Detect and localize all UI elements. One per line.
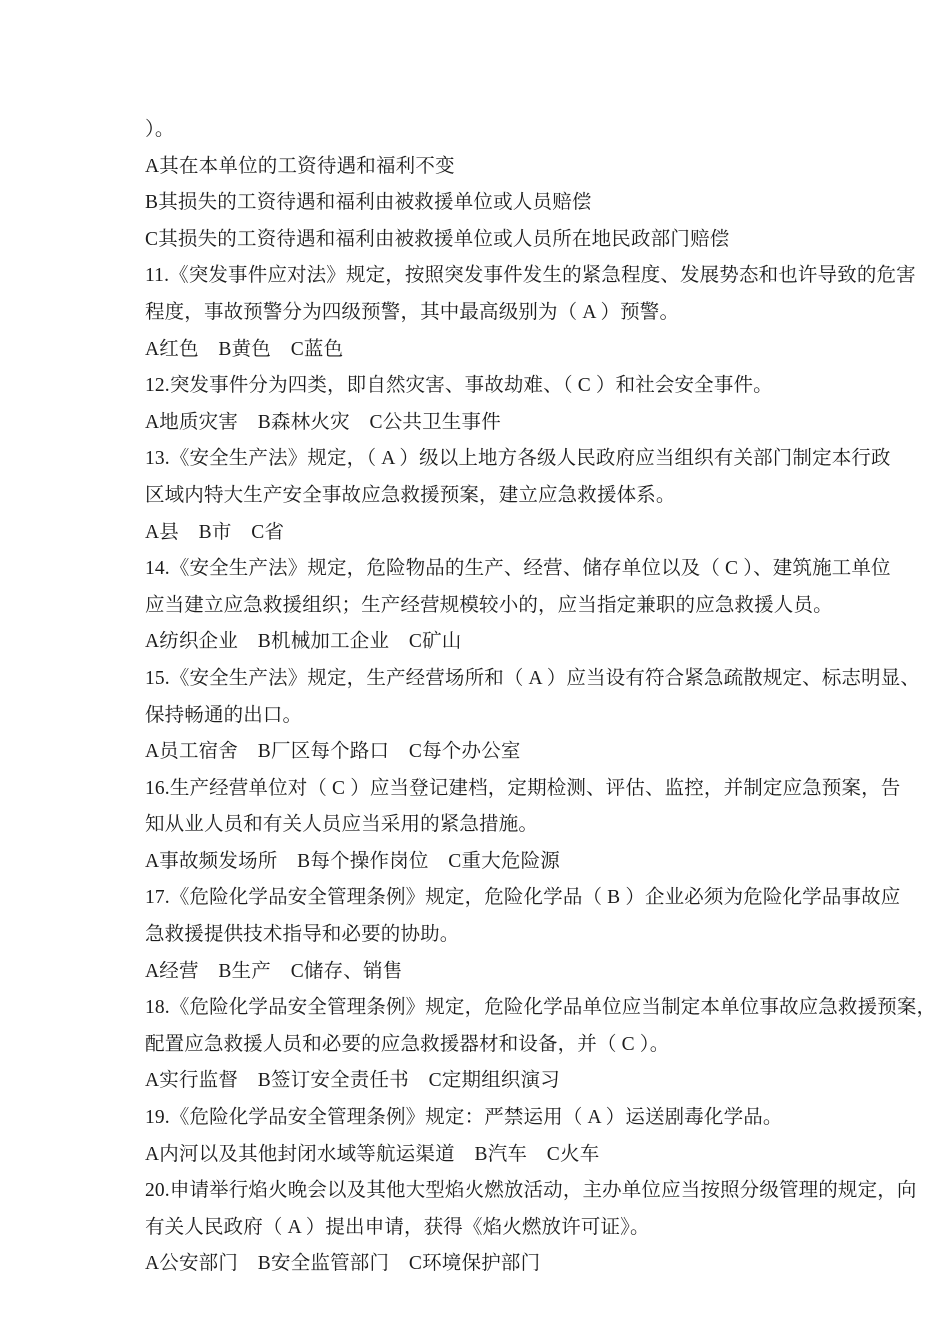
answer-option-line: A事故频发场所 B每个操作岗位 C重大危险源 <box>145 850 560 872</box>
question-stem-line: 13.《安全生产法》规定，（ A ）级以上地方各级人民政府应当组织有关部门制定本行政 <box>145 448 891 470</box>
question-stem-line: 14.《安全生产法》规定，危险物品的生产、经营、储存单位以及（ C ）、建筑施工单位 <box>145 558 891 580</box>
answer-option-line: A经营 B生产 C储存、销售 <box>145 960 403 982</box>
answer-option-line: A红色 B黄色 C蓝色 <box>145 338 344 360</box>
question-continuation-line: ）。 <box>145 119 175 140</box>
question-stem-line: 12.突发事件分为四类，即自然灾害、事故劫难、（ C ）和社会安全事件。 <box>145 375 773 397</box>
question-continuation-line: 配置应急救援人员和必要的应急救援器材和设备，并（ C ）。 <box>145 1033 670 1055</box>
answer-option-line: A公安部门 B安全监管部门 C环境保护部门 <box>145 1253 541 1275</box>
question-continuation-line: 保持畅通的出口。 <box>145 704 303 726</box>
question-continuation-line: 应当建立应急救援组织；生产经营规模较小的，应当指定兼职的应急救援人员。 <box>145 594 833 616</box>
answer-option-line: A纺织企业 B机械加工企业 C矿山 <box>145 631 462 653</box>
answer-option-line: A员工宿舍 B厂区每个路口 C每个办公室 <box>145 741 521 763</box>
question-stem-line: 11.《突发事件应对法》规定，按照突发事件发生的紧急程度、发展势态和也许导致的危害 <box>145 265 916 287</box>
answer-option-line: A地质灾害 B森林火灾 C公共卫生事件 <box>145 411 501 433</box>
question-stem-line: 20.申请举行焰火晚会以及其他大型焰火燃放活动，主办单位应当按照分级管理的规定，向 <box>145 1180 917 1202</box>
answer-option-line: B其损失的工资待遇和福利由被救援单位或人员赔偿 <box>145 192 592 214</box>
answer-option-line: A其在本单位的工资待遇和福利不变 <box>145 155 455 177</box>
question-continuation-line: 区域内特大生产安全事故应急救援预案，建立应急救援体系。 <box>145 484 676 506</box>
answer-option-line: A实行监督 B签订安全责任书 C定期组织演习 <box>145 1070 560 1092</box>
answer-option-line: A县 B市 C省 <box>145 521 285 543</box>
question-continuation-line: 急救援提供技术指导和必要的协助。 <box>145 924 460 946</box>
answer-option-line: A内河以及其他封闭水域等航运渠道 B汽车 C火车 <box>145 1143 600 1165</box>
question-stem-line: 19.《危险化学品安全管理条例》规定：严禁运用（ A ）运送剧毒化学品。 <box>145 1107 783 1129</box>
question-stem-line: 18.《危险化学品安全管理条例》规定，危险化学品单位应当制定本单位事故应急救援预案， <box>145 997 937 1019</box>
answer-option-line: C其损失的工资待遇和福利由被救援单位或人员所在地民政部门赔偿 <box>145 228 730 250</box>
question-continuation-line: 程度，事故预警分为四级预警，其中最高级别为（ A ）预警。 <box>145 301 680 323</box>
question-stem-line: 15.《安全生产法》规定，生产经营场所和（ A ）应当设有符合紧急疏散规定、标志明显、 <box>145 667 921 689</box>
question-continuation-line: 有关人民政府（ A ）提出申请，获得《焰火燃放许可证》。 <box>145 1216 650 1238</box>
question-continuation-line: 知从业人员和有关人员应当采用的紧急措施。 <box>145 814 539 836</box>
document-text-body <box>145 112 937 1283</box>
question-stem-line: 17.《危险化学品安全管理条例》规定，危险化学品（ B ）企业必须为危险化学品事故应 <box>145 887 901 909</box>
question-stem-line: 16.生产经营单位对（ C ）应当登记建档，定期检测、评估、监控，并制定应急预案，告 <box>145 777 901 799</box>
